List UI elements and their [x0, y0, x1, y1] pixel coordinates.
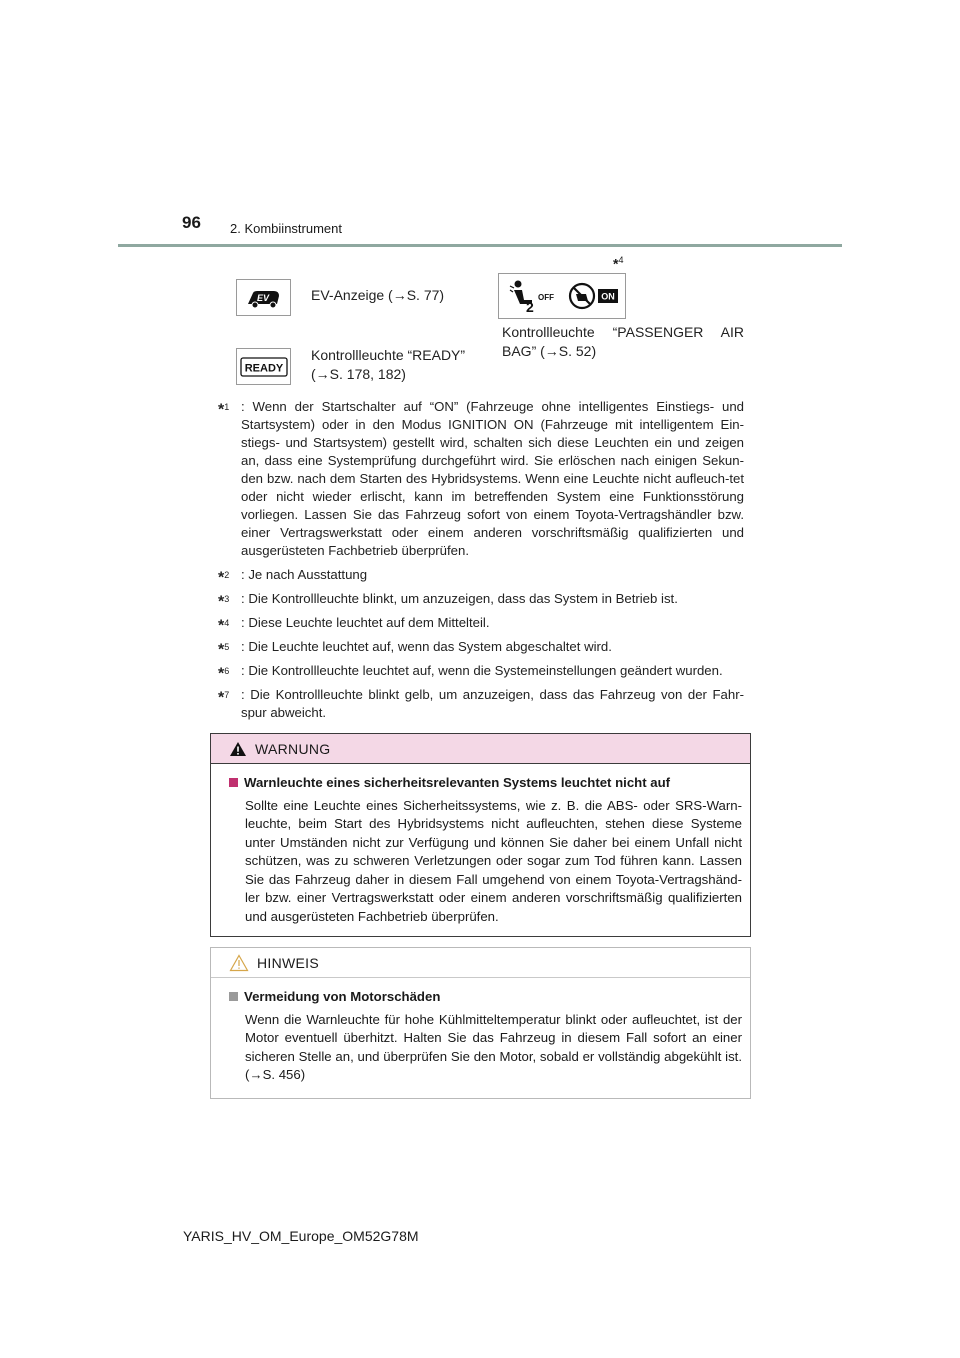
footnote-text: : Wenn der Startschalter auf “ON” (Fahrzeuge ohne intelligentes Einstiegs- und Startsystem) oder in den Modus IGNITION ON (Fahrzeuge mit intelligentem Ein-stiegs- und Startsystem) gestellt wird, schalten sich diese Leuchten ein und zeigen an, dass eine Systemprüfung durchgeführt wird. Sie erlöschen nach einigen Sekun-den bzw. nach dem Starten des Hybridsystems. Wenn eine Leuchte nicht aufleuch-tet oder nicht wieder erlischt, kann im betreffenden System eine Funktionsstörung vorliegen. Lassen Sie das Fahrzeug sofort von einem Toyota-Vertragshändler bzw. einer Vertragswerkstatt oder einem anderen vorschriftsmäßig qualifizierten und ausgerüsteten Fachbetrieb überprüfen.: [241, 399, 744, 558]
footnote-marker: *$^1$: [218, 401, 230, 419]
bullet-square-icon: [229, 992, 238, 1001]
section-title: 2. Kombiinstrument: [230, 221, 342, 236]
ready-icon-label: READY: [244, 362, 283, 374]
footnote-1: [218, 398, 744, 560]
warning-body-text: Sollte eine Leuchte eines Sicherheitssystems, wie z. B. die ABS- oder SRS-Warn-leuchte, beim Start des Hybridsystems nicht aufleuchten, stehen diese Systeme unter Umständen nicht zur Verfügung und können Sie daher bei einem Unfall nicht schützen, was zu schweren Verletzungen oder sogar zum Tod führen kann. Lassen Sie das Fahrzeug daher in diesem Fall umgehend von einem Toyota-Vertragshänd-ler bzw. einer Vertragswerkstatt oder einem anderen vorschriftsmäßig qualifizierten und ausgerüsteten Fachbetrieb überprüfen.: [245, 797, 742, 924]
warning-title: WARNUNG: [255, 740, 331, 757]
ev-indicator-text: EV-Anzeige (→S. 77): [311, 287, 445, 303]
note-subheading: [229, 988, 742, 1007]
bullet-square-icon: [229, 778, 238, 787]
page-number: 96: [182, 213, 201, 232]
footnote-marker: *$^5$: [218, 641, 230, 659]
ev-indicator-icon: [236, 279, 291, 316]
footnote-3: [218, 590, 744, 611]
warning-body: [211, 764, 750, 936]
svg-text:2: 2: [526, 299, 534, 315]
passenger-airbag-line2: BAG” (→S. 52): [502, 343, 597, 359]
airbag-on-label: ON: [601, 291, 615, 302]
ready-indicator-icon: [236, 348, 291, 385]
note-title: HINWEIS: [257, 954, 319, 971]
warning-subheading: [229, 774, 742, 793]
note-header: [211, 948, 750, 978]
note-body: [211, 978, 750, 1095]
svg-text:EV: EV: [256, 292, 269, 303]
warning-panel: [210, 733, 751, 937]
warning-triangle-icon: [229, 741, 247, 757]
footnote-marker: *$^7$: [218, 689, 230, 707]
footnote-4: [218, 614, 744, 635]
warning-subheading-text: Warnleuchte eines sicherheitsrelevanten Systems leuchtet nicht auf: [244, 775, 671, 790]
footnote-5: [218, 638, 744, 659]
passenger-airbag-indicator-icon: [498, 273, 626, 319]
caution-triangle-icon: [229, 954, 249, 972]
ready-indicator-line1: Kontrollleuchte “READY”: [311, 347, 466, 363]
note-body-text: Wenn die Warnleuchte für hohe Kühlmitteltemperatur blinkt oder aufleuchtet, ist der Motor eventuell überhitzt. Halten Sie das Fahrzeug in diesem Fall sofort an einer sicheren Stelle an, und überprüfen Sie den Motor, sobald er vollständig abgekühlt ist. (→S. 456): [245, 1011, 742, 1082]
footnote-marker: *$^4$: [218, 617, 230, 635]
footnote-text: : Die Kontrollleuchte blinkt gelb, um anzuzeigen, dass das Fahrzeug von der Fahr-spur abweicht.: [241, 687, 744, 720]
footnote-marker: *$^2$: [218, 569, 230, 587]
note-panel: [210, 947, 751, 1099]
footnote-text: : Die Leuchte leuchtet auf, wenn das System abgeschaltet wird.: [241, 639, 612, 654]
footnote-text: : Die Kontrollleuchte leuchtet auf, wenn die Systemeinstellungen geändert wurden.: [241, 663, 723, 678]
warning-header: [211, 734, 750, 764]
footnote-marker: *$^6$: [218, 665, 230, 683]
ready-indicator-line2: (→S. 178, 182): [311, 366, 406, 382]
footnote-7: [218, 686, 744, 722]
airbag-off-label: OFF: [538, 293, 554, 302]
header-divider: [118, 244, 842, 247]
passenger-airbag-marker: *$^4$: [613, 255, 624, 272]
document-code: YARIS_HV_OM_Europe_OM52G78M: [183, 1228, 419, 1244]
footnote-text: : Die Kontrollleuchte blinkt, um anzuzeigen, dass das System in Betrieb ist.: [241, 591, 678, 606]
footnote-marker: *$^3$: [218, 593, 230, 611]
footnote-text: : Je nach Ausstattung: [241, 567, 368, 582]
passenger-airbag-line1: Kontrollleuchte “PASSENGER AIR: [502, 324, 744, 340]
footnote-6: [218, 662, 744, 683]
footnote-text: : Diese Leuchte leuchtet auf dem Mittelteil.: [241, 615, 490, 630]
passenger-airbag-indicator-text: [502, 323, 744, 361]
footnote-2: [218, 566, 744, 587]
note-subheading-text: Vermeidung von Motorschäden: [244, 989, 441, 1004]
ready-indicator-text: [311, 346, 465, 384]
